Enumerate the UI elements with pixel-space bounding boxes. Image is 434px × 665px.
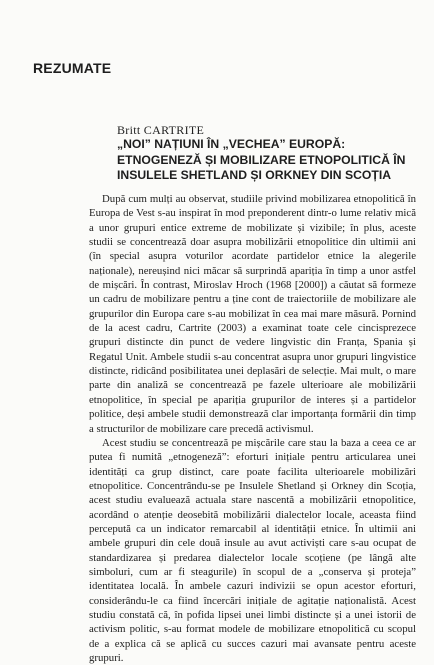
article-title-line: ETNOGENEZĂ ȘI MOBILIZARE ETNOPOLITICĂ ÎN	[117, 152, 406, 167]
article-title	[117, 137, 417, 184]
article-title-line: „NOI” NAȚIUNI ÎN „VECHEA” EUROPĂ:	[117, 137, 346, 151]
abstract-paragraph: Acest studiu se concentrează pe mișcările care stau la baza a ceea ce ar putea fi numită „etnogeneză”: eforturi inițiale pentru articularea unei identități ca grup distinct, care poate facilita ulterioarele mobilizări etnopolitice. Concentrându-se pe Insulele Shetland și Orkney din Scoția, acest studiu evaluează actuala stare nascentă a mobilizării etnopolitice, acordând o atenție deosebită mobilizării dialectelor locale, aceasta fiind percepută ca un indicator remarcabil al identității etnice. În ultimii ani ambele grupuri din cele două insule au avut activiști care s-au ocupat de standardizarea și predarea dialectelor locale scoțiene (pe lângă alte simboluri, cum ar fi steagurile) în scopul de a „conserva și proteja” identitatea locală. În ambele cazuri indivizii se opun acestor eforturi, considerându-le ca fiind încercări inițiale de agitație naționalistă. Acest studiu constată că, în pofida lipsei unei limbi distincte și a unei istorii de activism politic, s-au format modele de mobilizare etnopolitică cu scopul de a explica că se aplică cu succes cazuri mai avansate pentru aceste grupuri.	[89, 436, 416, 664]
author-name: Britt CARTRITE	[117, 123, 205, 137]
section-heading: REZUMATE	[33, 60, 112, 76]
abstract-body	[89, 192, 416, 665]
abstract-paragraph: După cum mulți au observat, studiile privind mobilizarea etnopolitică în Europa de Vest s-au inspirat în mod preponderent dintr-o lume relativ mică a unor grupuri entice extreme de mobilizate și vizibile; în plus, aceste studii se concentrează doar asupra mobilizării etnopolitice din ultimii ani (în special asupra voturilor acordate partidelor etnice la alegerile naționale), nereușind nici măcar să surprindă apariția în timp a unor astfel de mișcări. În contrast, Miroslav Hroch (1968 [2000]) a căutat să formeze un cadru de mobilizare pentru a ține cont de traiectoriile de mobilizare ale grupurilor din Europa care s-au mobilizat în cea mai mare măsură. Pornind de la acest cadru, Cartrite (2003) a examinat toate cele cincisprezece grupuri distincte din punct de vedere lingvistic din Franța, Spania și Regatul Unit. Ambele studii s-au concentrat asupra unor grupuri lingvistice distincte, ridicând posibilitatea unei deplasări de selecție. Mai mult, o mare parte din analiză se concentrează pe fazele ulterioare ale mobilizării etnopolitice, în special pe apariția grupurilor de interes și a partidelor politice, deși ambele studii demonstrează clar importanța formării din timp a structurilor de mobilizare care precedă activismul.	[89, 193, 416, 435]
article-title-line: INSULELE SHETLAND ȘI ORKNEY DIN SCOȚIA	[117, 168, 392, 182]
